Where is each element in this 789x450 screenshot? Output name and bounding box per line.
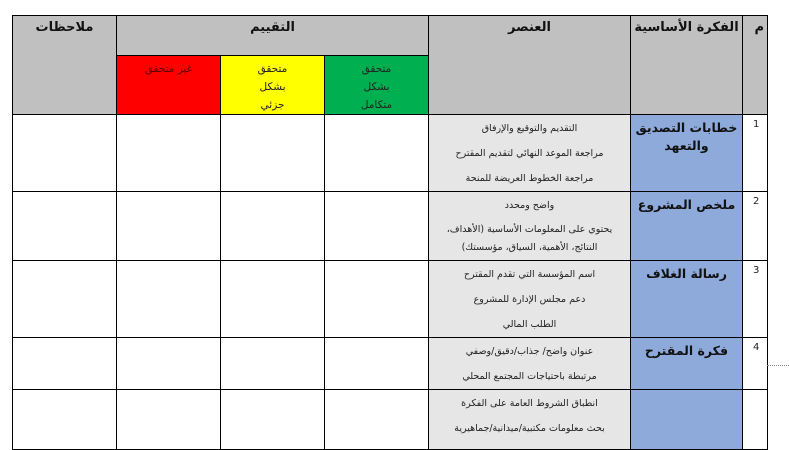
not-met-cell[interactable] xyxy=(117,115,221,192)
element-item: واضح ومحدد xyxy=(504,200,555,211)
notes-cell[interactable] xyxy=(13,192,117,261)
not-met-header: غير متحقق xyxy=(117,56,221,115)
element-cell xyxy=(429,192,631,261)
notes-cell[interactable] xyxy=(13,115,117,192)
main-idea-cell: ملخص المشروع xyxy=(631,192,743,261)
evaluation-header: التقييم xyxy=(117,16,429,56)
element-item: مراجعة الموعد النهائي لتقديم المقترح xyxy=(455,148,604,159)
table-row xyxy=(13,390,768,450)
partial-header: متحقق بشكل جزئي xyxy=(221,56,325,115)
partial-cell[interactable] xyxy=(221,390,325,450)
full-cell[interactable] xyxy=(325,115,429,192)
table-row xyxy=(13,115,768,192)
table-row xyxy=(13,338,768,390)
element-item: مراجعة الخطوط العريضة للمنحة xyxy=(465,173,594,184)
element-item: التقديم والتوقيع والإرفاق xyxy=(481,123,578,134)
not-met-cell[interactable] xyxy=(117,338,221,390)
not-met-cell[interactable] xyxy=(117,390,221,450)
row-number: 3 xyxy=(743,261,768,338)
not-met-cell[interactable] xyxy=(117,192,221,261)
element-item: مرتبطة باحتياجات المجتمع المحلي xyxy=(462,371,597,382)
table-row xyxy=(13,261,768,338)
partial-cell[interactable] xyxy=(221,338,325,390)
main-idea-cell: رسالة الغلاف xyxy=(631,261,743,338)
notes-cell[interactable] xyxy=(13,338,117,390)
element-item: يحتوي على المعلومات الأساسية (الأهداف، النتائج، الأهمية، السياق، مؤسستك) xyxy=(446,224,613,253)
element-header: العنصر xyxy=(429,16,631,115)
element-cell xyxy=(429,261,631,338)
row-number: 2 xyxy=(743,192,768,261)
main-idea-cell: فكرة المقترح xyxy=(631,338,743,390)
table-row xyxy=(13,192,768,261)
notes-cell[interactable] xyxy=(13,390,117,450)
element-item: عنوان واضح/ جذاب/دقيق/وصفي xyxy=(465,346,594,357)
main-idea-cell xyxy=(631,390,743,450)
row-number: 1 xyxy=(743,115,768,192)
notes-cell[interactable] xyxy=(13,261,117,338)
element-cell xyxy=(429,115,631,192)
notes-header: ملاحظات xyxy=(13,16,117,115)
element-cell xyxy=(429,338,631,390)
element-item: الطلب المالي xyxy=(502,319,557,330)
partial-cell[interactable] xyxy=(221,192,325,261)
full-header: متحقق بشكل متكامل xyxy=(325,56,429,115)
evaluation-table xyxy=(12,15,768,450)
main-idea-header: الفكرة الأساسية xyxy=(631,16,743,115)
partial-cell[interactable] xyxy=(221,261,325,338)
element-item: انطباق الشروط العامة على الفكرة xyxy=(461,398,598,409)
row-number xyxy=(743,390,768,450)
full-cell[interactable] xyxy=(325,338,429,390)
element-item: دعم مجلس الإدارة للمشروع xyxy=(473,294,586,305)
row-number: 4 xyxy=(743,338,768,390)
element-item: بحث معلومات مكتبية/ميدانية/جماهيرية xyxy=(454,423,605,434)
element-item: اسم المؤسسة التي تقدم المقترح xyxy=(463,269,596,280)
dotted-divider xyxy=(767,365,789,366)
full-cell[interactable] xyxy=(325,261,429,338)
element-cell xyxy=(429,390,631,450)
partial-cell[interactable] xyxy=(221,115,325,192)
main-idea-cell: خطابات التصديق والتعهد xyxy=(631,115,743,192)
full-cell[interactable] xyxy=(325,192,429,261)
not-met-cell[interactable] xyxy=(117,261,221,338)
number-header: م xyxy=(743,16,768,115)
full-cell[interactable] xyxy=(325,390,429,450)
